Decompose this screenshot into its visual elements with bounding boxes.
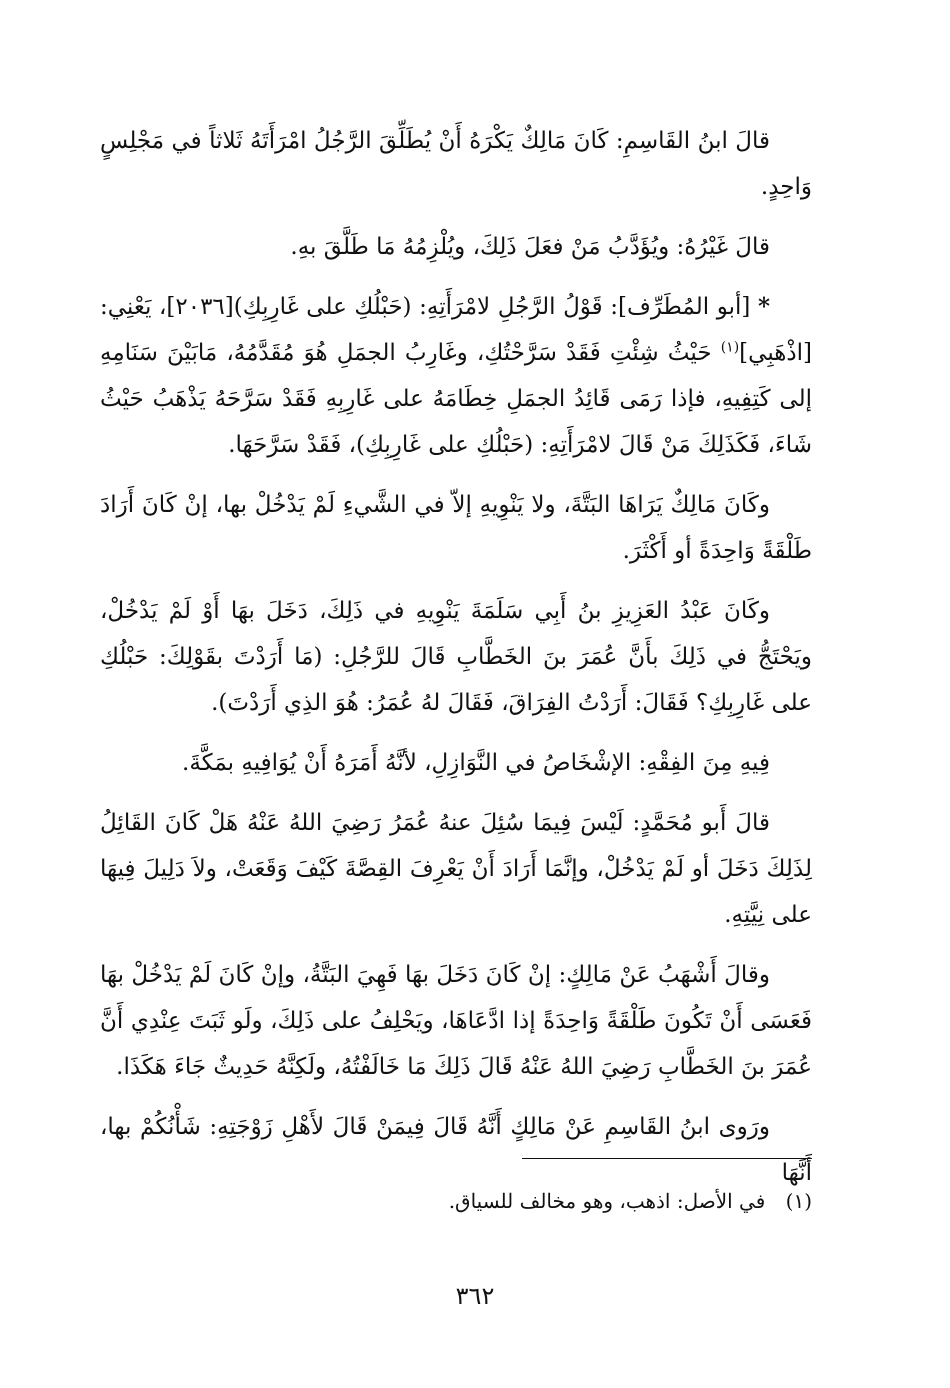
footnote-reference: (١) [720,339,740,356]
paragraph-9: ورَوى ابنُ القَاسِمِ عَنْ مَالِكٍ أَنَّهُ قَالَ فِيمَنْ قَالَ لأَهْلِ زَوْجَتِهِ: شَأْنُكُمْ بها، أَنَّهَا [100,1114,812,1186]
paragraph-3-text-a: [أبو المُطَرِّف]: قَوْلُ الرَّجُلِ لامْرَأَتِهِ: (حَبْلُكِ على غَارِبِكِ)[٢٠٣٦]، يَعْنِي: [اذْهَبِي] [100,294,812,366]
footnote-text: في الأصل: اذهب، وهو مخالف للسياق. [448,1189,766,1213]
paragraph-1: قالَ ابنُ القَاسِمِ: كَانَ مَالِكٌ يَكْرَهُ أَنْ يُطَلِّقَ الرَّجُلُ امْرَأَتَهُ ثَلاثاً في مَجْلِسٍ وَاحِدٍ. [100,128,812,200]
page-number: ٣٦٢ [455,1282,495,1310]
section-marker: * [757,293,771,320]
footnote-number: (١) [785,1189,812,1213]
paragraph-8: وقالَ أَشْهَبُ عَنْ مَالِكٍ: إنْ كَانَ دَخَلَ بهَا فَهِيَ البَتَّةُ، وإنْ كَانَ لَمْ يَدْخُلْ بهَا فَعَسَى أَنْ تَكُونَ طَلْقَةً وَاحِدَةً إذا ادَّعَاهَا، ويَحْلِفُ على ذَلِكَ، ولَو ثَبَتَ عِنْدِي أَنَّ عُمَرَ بنَ الخَطَّابِ رَضِيَ اللهُ عَنْهُ قَالَ ذَلِكَ مَا خَالَفْتُهُ، ولَكِنَّهُ حَدِيثٌ جَاءَ هَكَذَا. [100,962,812,1080]
paragraph-2: قالَ غَيْرُهُ: ويُؤَدَّبُ مَنْ فعَلَ ذَلِكَ، ويُلْزِمُهُ مَا طَلَّقَ بهِ. [290,234,770,260]
paragraph-6: فِيهِ مِنَ الفِقْهِ: الإشْخَاصُ في النَّوَازِلِ، لأنَّهُ أَمَرَهُ أَنْ يُوَافِيهِ بمَكَّةَ. [182,750,770,776]
footnote [100,1185,812,1217]
footnote-divider [522,1158,812,1159]
paragraph-3 [100,284,812,468]
paragraph-3-text-b: حَيْثُ شِئْتِ فَقَدْ سَرَّحْتُكِ، وغَارِبُ الجمَلِ هُوَ مُقَدَّمُهُ، مَابَيْنَ سَنَامِهِ إلى كَتِفِيهِ، فإذا رَمَى قَائِدُ الجمَلِ خِطَامَهُ على غَارِبِهِ فَقَدْ سَرَّحَهُ يَذْهَبُ حَيْثُ شَاءَ، فَكَذَلِكَ مَنْ قَالَ لامْرَأَتِهِ: (حَبْلُكِ على غَارِبِكِ)، فَقَدْ سَرَّحَهَا. [100,340,812,458]
paragraph-7: قالَ أَبو مُحَمَّدٍ: لَيْسَ فِيمَا سُئِلَ عنهُ عُمَرُ رَضِيَ اللهُ عَنْهُ هَلْ كَانَ القَائِلُ لِذَلِكَ دَخَلَ أو لَمْ يَدْخُلْ، وإنَّمَا أَرَادَ أَنْ يَعْرِفَ القِصَّةَ كَيْفَ وَقَعَتْ، ولاَ دَلِيلَ فِيهَا على نِيَّتِهِ. [100,810,812,928]
body-text [100,118,812,1210]
paragraph-5: وكَانَ عَبْدُ العَزِيزِ بنُ أَبِي سَلَمَةَ يَنْوِيهِ في ذَلِكَ، دَخَلَ بهَا أَوْ لَمْ يَدْخُلْ، ويَحْتَجُّ في ذَلِكَ بأَنَّ عُمَرَ بنَ الخَطَّابِ قَالَ للرَّجُلِ: (مَا أَرَدْتَ بقَوْلِكَ: حَبْلُكِ على غَارِبِكِ؟ فَقَالَ: أَرَدْتُ الفِرَاقَ، فَقَالَ لهُ عُمَرُ: هُوَ الذِي أَرَدْتَ). [100,598,812,716]
paragraph-4: وكَانَ مَالِكٌ يَرَاهَا البَتَّةَ، ولا يَنْوِيهِ إلاّ في الشَّيءِ لَمْ يَدْخُلْ بها، إنْ كَانَ أَرَادَ طَلْقَةً وَاحِدَةً أو أَكْثَرَ. [100,492,812,564]
